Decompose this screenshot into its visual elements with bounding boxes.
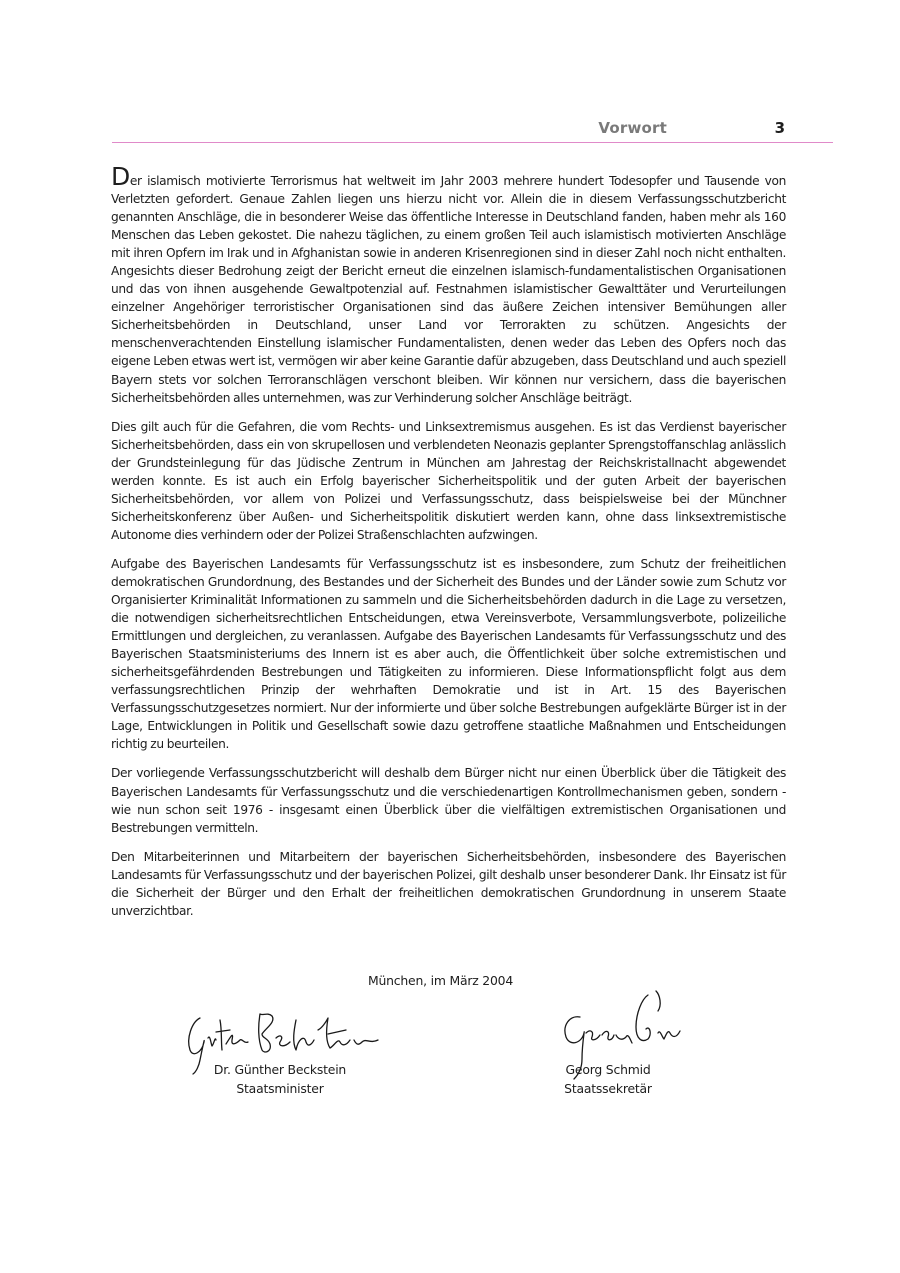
signer-beckstein [190, 1061, 370, 1098]
paragraph-1 [111, 162, 786, 407]
paragraph-4: Der vorliegende Verfassungsschutzbericht will deshalb dem Bürger nicht nur einen Überblick über die Tätigkeit des Bayerischen Landesamts für Verfassungsschutz und die verschiedenartigen Kontrollmechanismen geben, sondern - wie nun schon seit 1976 - insgesamt einen Überblick über die vielfältigen extremistischen Organisationen und Bestrebungen vermitteln. [111, 766, 786, 835]
signer-role: Staatssekretär [564, 1080, 652, 1096]
signer-name: Dr. Günther Beckstein [213, 1062, 347, 1077]
section-title: Vorwort [598, 119, 667, 137]
paragraph-2: Dies gilt auch für die Gefahren, die vom Rechts- und Linksextremismus ausgehen. Es ist das Verdienst bayerischer Sicherheitsbehörden, dass ein von skrupellosen und verblendeten Neonazis geplanter Sprengstoffanschlag anlässlich der Grundsteinlegung für das Jüdische Zentrum in München am Jahrestag der Reichskristallnacht abgewendet werden konnte. Es ist auch ein Erfolg bayerischer Sicherheitspolitik und der guten Arbeit der bayerischen Sicherheitsbehörden, vor allem von Polizei und Verfassungsschutz, dass beispielsweise bei der Münchner Sicherheitskonferenz über Außen- und Sicherheitspolitik diskutiert werden kann, ohne dass linksextremistische Autonome dies verhindern oder der Polizei Straßenschlachten aufzwingen. [111, 419, 786, 542]
signer-role: Staatsminister [236, 1080, 324, 1096]
signer-schmid [528, 1061, 688, 1098]
drop-cap: D [111, 162, 130, 191]
signer-name: Georg Schmid [565, 1062, 651, 1077]
page-number: 3 [774, 119, 785, 137]
foreword-text [111, 162, 786, 931]
paragraph-1-text: er islamisch motivierte Terrorismus hat weltweit im Jahr 2003 mehrere hundert Todesopfer und Tausende von Verletzten gefordert. Genaue Zahlen liegen uns hierzu nicht vor. Allein die in diesem Verfassungsschutzbericht genannten Anschläge, die in besonderer Weise das öffentliche Interesse in Deutschland fanden, haben mehr als 160 Menschen das Leben gekostet. Die nahezu täglichen, zu einem großen Teil auch islamistisch motivierten Anschläge mit ihren Opfern im Irak und in Afghanistan sowie in anderen Krisenregionen sind in dieser Zahl noch nicht enthalten. Angesichts dieser Bedrohung zeigt der Bericht erneut die einzelnen islamisch-fundamentalistischen Organisationen und das von ihnen ausgehende Gewaltpotenzial auf. Festnahmen islamistischer Gewalttäter und Verurteilungen einzelner Angehöriger terroristischer Organisationen sind das äußere Zeichen intensiver Bemühungen aller Sicherheitsbehörden in Deutschland, unser Land vor Terrorakten zu schützen. Angesichts der menschenverachtenden Einstellung islamischer Fundamentalisten, denen weder das Leben des Opfers noch das eigene Leben etwas wert ist, vermögen wir aber keine Garantie dafür abzugeben, dass Deutschland und auch speziell Bayern stets vor solchen Terroranschlägen verschont bleiben. Wir können nur versichern, dass die bayerischen Sicherheitsbehörden alles unternehmen, was zur Verhinderung solcher Anschläge beiträgt. [111, 174, 786, 405]
paragraph-3: Aufgabe des Bayerischen Landesamts für Verfassungsschutz ist es insbesondere, zum Schutz der freiheitlichen demokratischen Grundordnung, des Bestandes und der Sicherheit des Bundes und der Länder sowie zum Schutz vor Organisierter Kriminalität Informationen zu sammeln und die Sicherheitsbehörden dadurch in die Lage zu versetzen, die notwendigen sicherheitsrechtlichen Entscheidungen, etwa Vereinsverbote, Versammlungsverbote, polizeiliche Ermittlungen und dergleichen, zu veranlassen. Aufgabe des Bayerischen Landesamts für Verfassungsschutz und des Bayerischen Staatsministeriums des Innern ist es aber auch, die Öffentlichkeit über solche extremistischen und sicherheitsgefährdenden Bestrebungen und Tätigkeiten zu informieren. Diese Informationspflicht folgt aus dem verfassungsrechtlichen Prinzip der wehrhaften Demokratie und ist in Art. 15 des Bayerischen Verfassungsschutzgesetzes normiert. Nur der informierte und über solche Bestrebungen aufgeklärte Bürger ist in der Lage, Entwicklungen in Politik und Gesellschaft sowie dazu getroffene staatliche Maßnahmen und Entscheidungen richtig zu beurteilen. [111, 556, 786, 752]
paragraph-5: Den Mitarbeiterinnen und Mitarbeitern der bayerischen Sicherheitsbehörden, insbesondere des Bayerischen Landesamts für Verfassungsschutz und der bayerischen Polizei, gilt deshalb unser besonderer Dank. Ihr Einsatz ist für die Sicherheit der Bürger und den Erhalt der freiheitlichen demokratischen Grundordnung in unserem Staate unverzichtbar. [111, 849, 786, 918]
page-header [112, 118, 833, 143]
place-date: München, im März 2004 [368, 973, 514, 988]
